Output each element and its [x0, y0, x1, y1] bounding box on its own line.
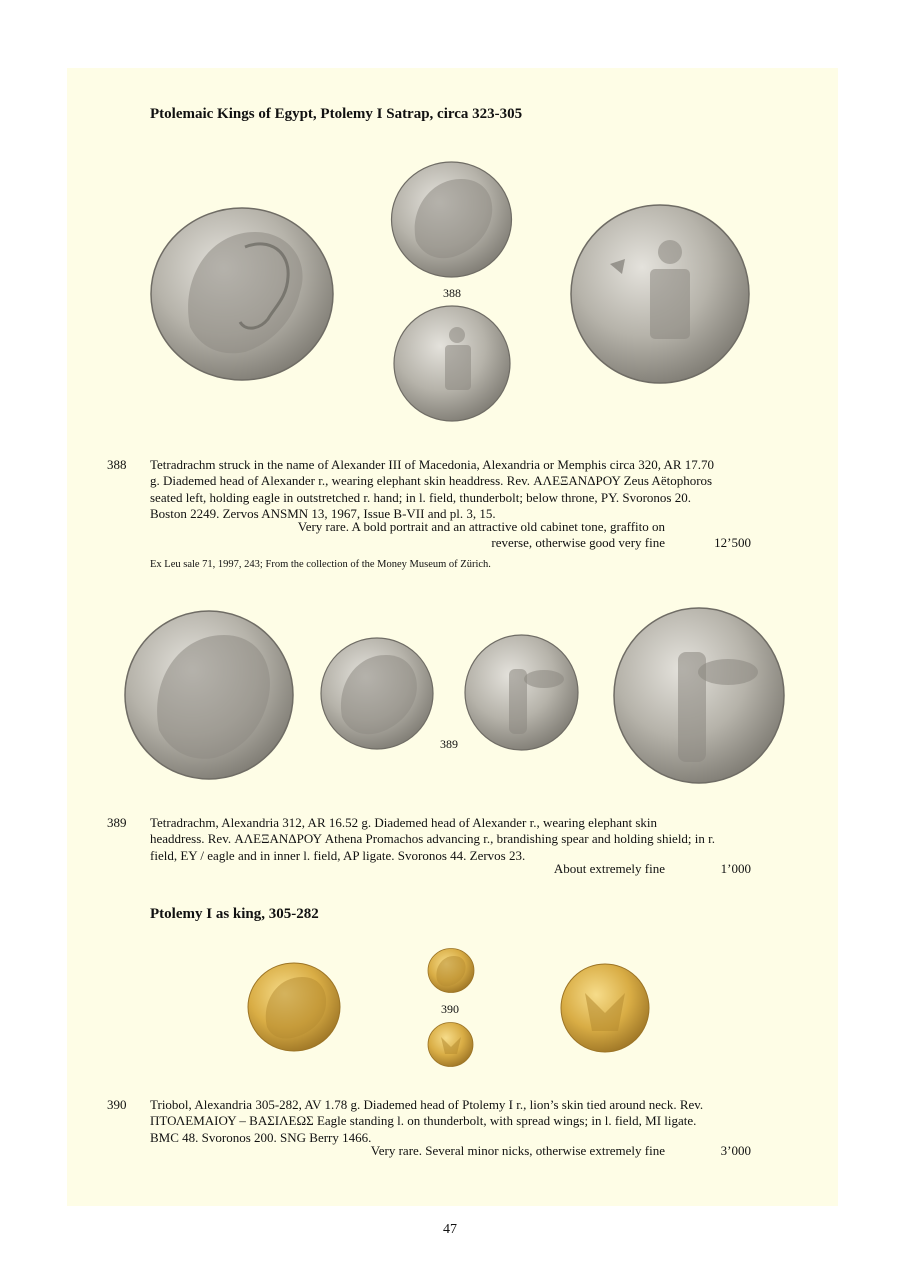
lot-number-390: 390: [107, 1097, 127, 1112]
lot-388-desc-line: g. Diademed head of Alexander r., wearing elephant skin headdress. Rev. ΑΛΕΞΑΝΔΡΟΥ Zeus Aëtophoros: [150, 473, 713, 489]
lot-number-389: 389: [107, 815, 127, 830]
lot-390-desc-line: BMC 48. Svoronos 200. SNG Berry 1466.: [150, 1129, 372, 1145]
lot-390-condition-line: Very rare. Several minor nicks, otherwise extremely fine: [370, 1143, 665, 1158]
coin-label-388: 388: [443, 286, 461, 300]
lot-389-condition-line: About extremely fine: [553, 861, 665, 876]
lot-389-desc-line: Tetradrachm, Alexandria 312, AR 16.52 g. Diademed head of Alexander r., wearing elephant skin: [150, 815, 658, 830]
coin-388-reverse-small: [393, 305, 511, 422]
lot-price-390: 3’000: [720, 1143, 751, 1158]
section-heading-ptolemy-king: Ptolemy I as king, 305-282: [150, 906, 319, 922]
coin-389-reverse-large: [613, 607, 785, 784]
coin-388-obverse-large: [150, 207, 334, 381]
coin-388-obverse-small: [391, 161, 512, 278]
coin-390-reverse-small: [427, 1022, 474, 1067]
lot-390-desc-line: ΠΤΟΛΕΜΑΙΟΥ – ΒΑΣΙΛΕΩΣ Eagle standing l. on thunderbolt, with spread wings; in l. field, MI ligate.: [150, 1113, 697, 1129]
section-heading-ptolemy-satrap: Ptolemaic Kings of Egypt, Ptolemy I Satrap, circa 323-305: [150, 106, 523, 122]
lot-description-389: [150, 815, 751, 864]
lot-390-desc-line: Triobol, Alexandria 305-282, AV 1.78 g. Diademed head of Ptolemy I r., lion’s skin tied around neck. Rev.: [150, 1097, 704, 1112]
lot-description-390: [150, 1097, 751, 1146]
coin-390-obverse-large: [247, 962, 341, 1052]
lot-price-388: 12’500: [714, 535, 751, 550]
lot-388-desc-line: Tetradrachm struck in the name of Alexander III of Macedonia, Alexandria or Memphis circa 320, AR 17.70: [150, 457, 715, 472]
coin-389-obverse-large: [124, 610, 294, 780]
lot-389-desc-line: headdress. Rev. ΑΛΕΞΑΝΔΡΟΥ Athena Promachos advancing r., brandishing spear and holding shield; in r.: [150, 831, 716, 847]
lot-388-desc-line: seated left, holding eagle in outstretched r. hand; in l. field, thunderbolt; below throne, PY. Svoronos 20.: [150, 489, 691, 505]
lot-388-condition-line: Very rare. A bold portrait and an attractive old cabinet tone, graffito on: [297, 519, 665, 534]
coin-390-reverse-large: [560, 963, 650, 1053]
lot-condition-388: [240, 519, 665, 552]
lot-provenance-388: Ex Leu sale 71, 1997, 243; From the collection of the Money Museum of Zürich.: [150, 559, 491, 570]
page-number: 47: [443, 1222, 457, 1237]
coin-label-390: 390: [441, 1002, 459, 1016]
coin-388-reverse-large: [570, 204, 750, 384]
lot-388-condition-line: reverse, otherwise good very fine: [491, 535, 665, 551]
lot-price-389: 1’000: [720, 861, 751, 876]
coin-389-reverse-small: [464, 634, 579, 751]
lot-condition-389: [365, 861, 665, 877]
coin-label-389: 389: [440, 737, 458, 751]
lot-number-388: 388: [107, 457, 127, 472]
coin-389-obverse-small: [320, 637, 434, 750]
lot-389-desc-line: field, EY / eagle and in inner l. field, AP ligate. Svoronos 44. Zervos 23.: [150, 847, 526, 863]
lot-condition-390: [265, 1143, 665, 1159]
lot-description-388: [150, 457, 751, 523]
coin-390-obverse-small: [427, 948, 475, 993]
lot-388-desc-line: Boston 2249. Zervos ANSMN 13, 1967, Issue B-VII and pl. 3, 15.: [150, 506, 496, 522]
